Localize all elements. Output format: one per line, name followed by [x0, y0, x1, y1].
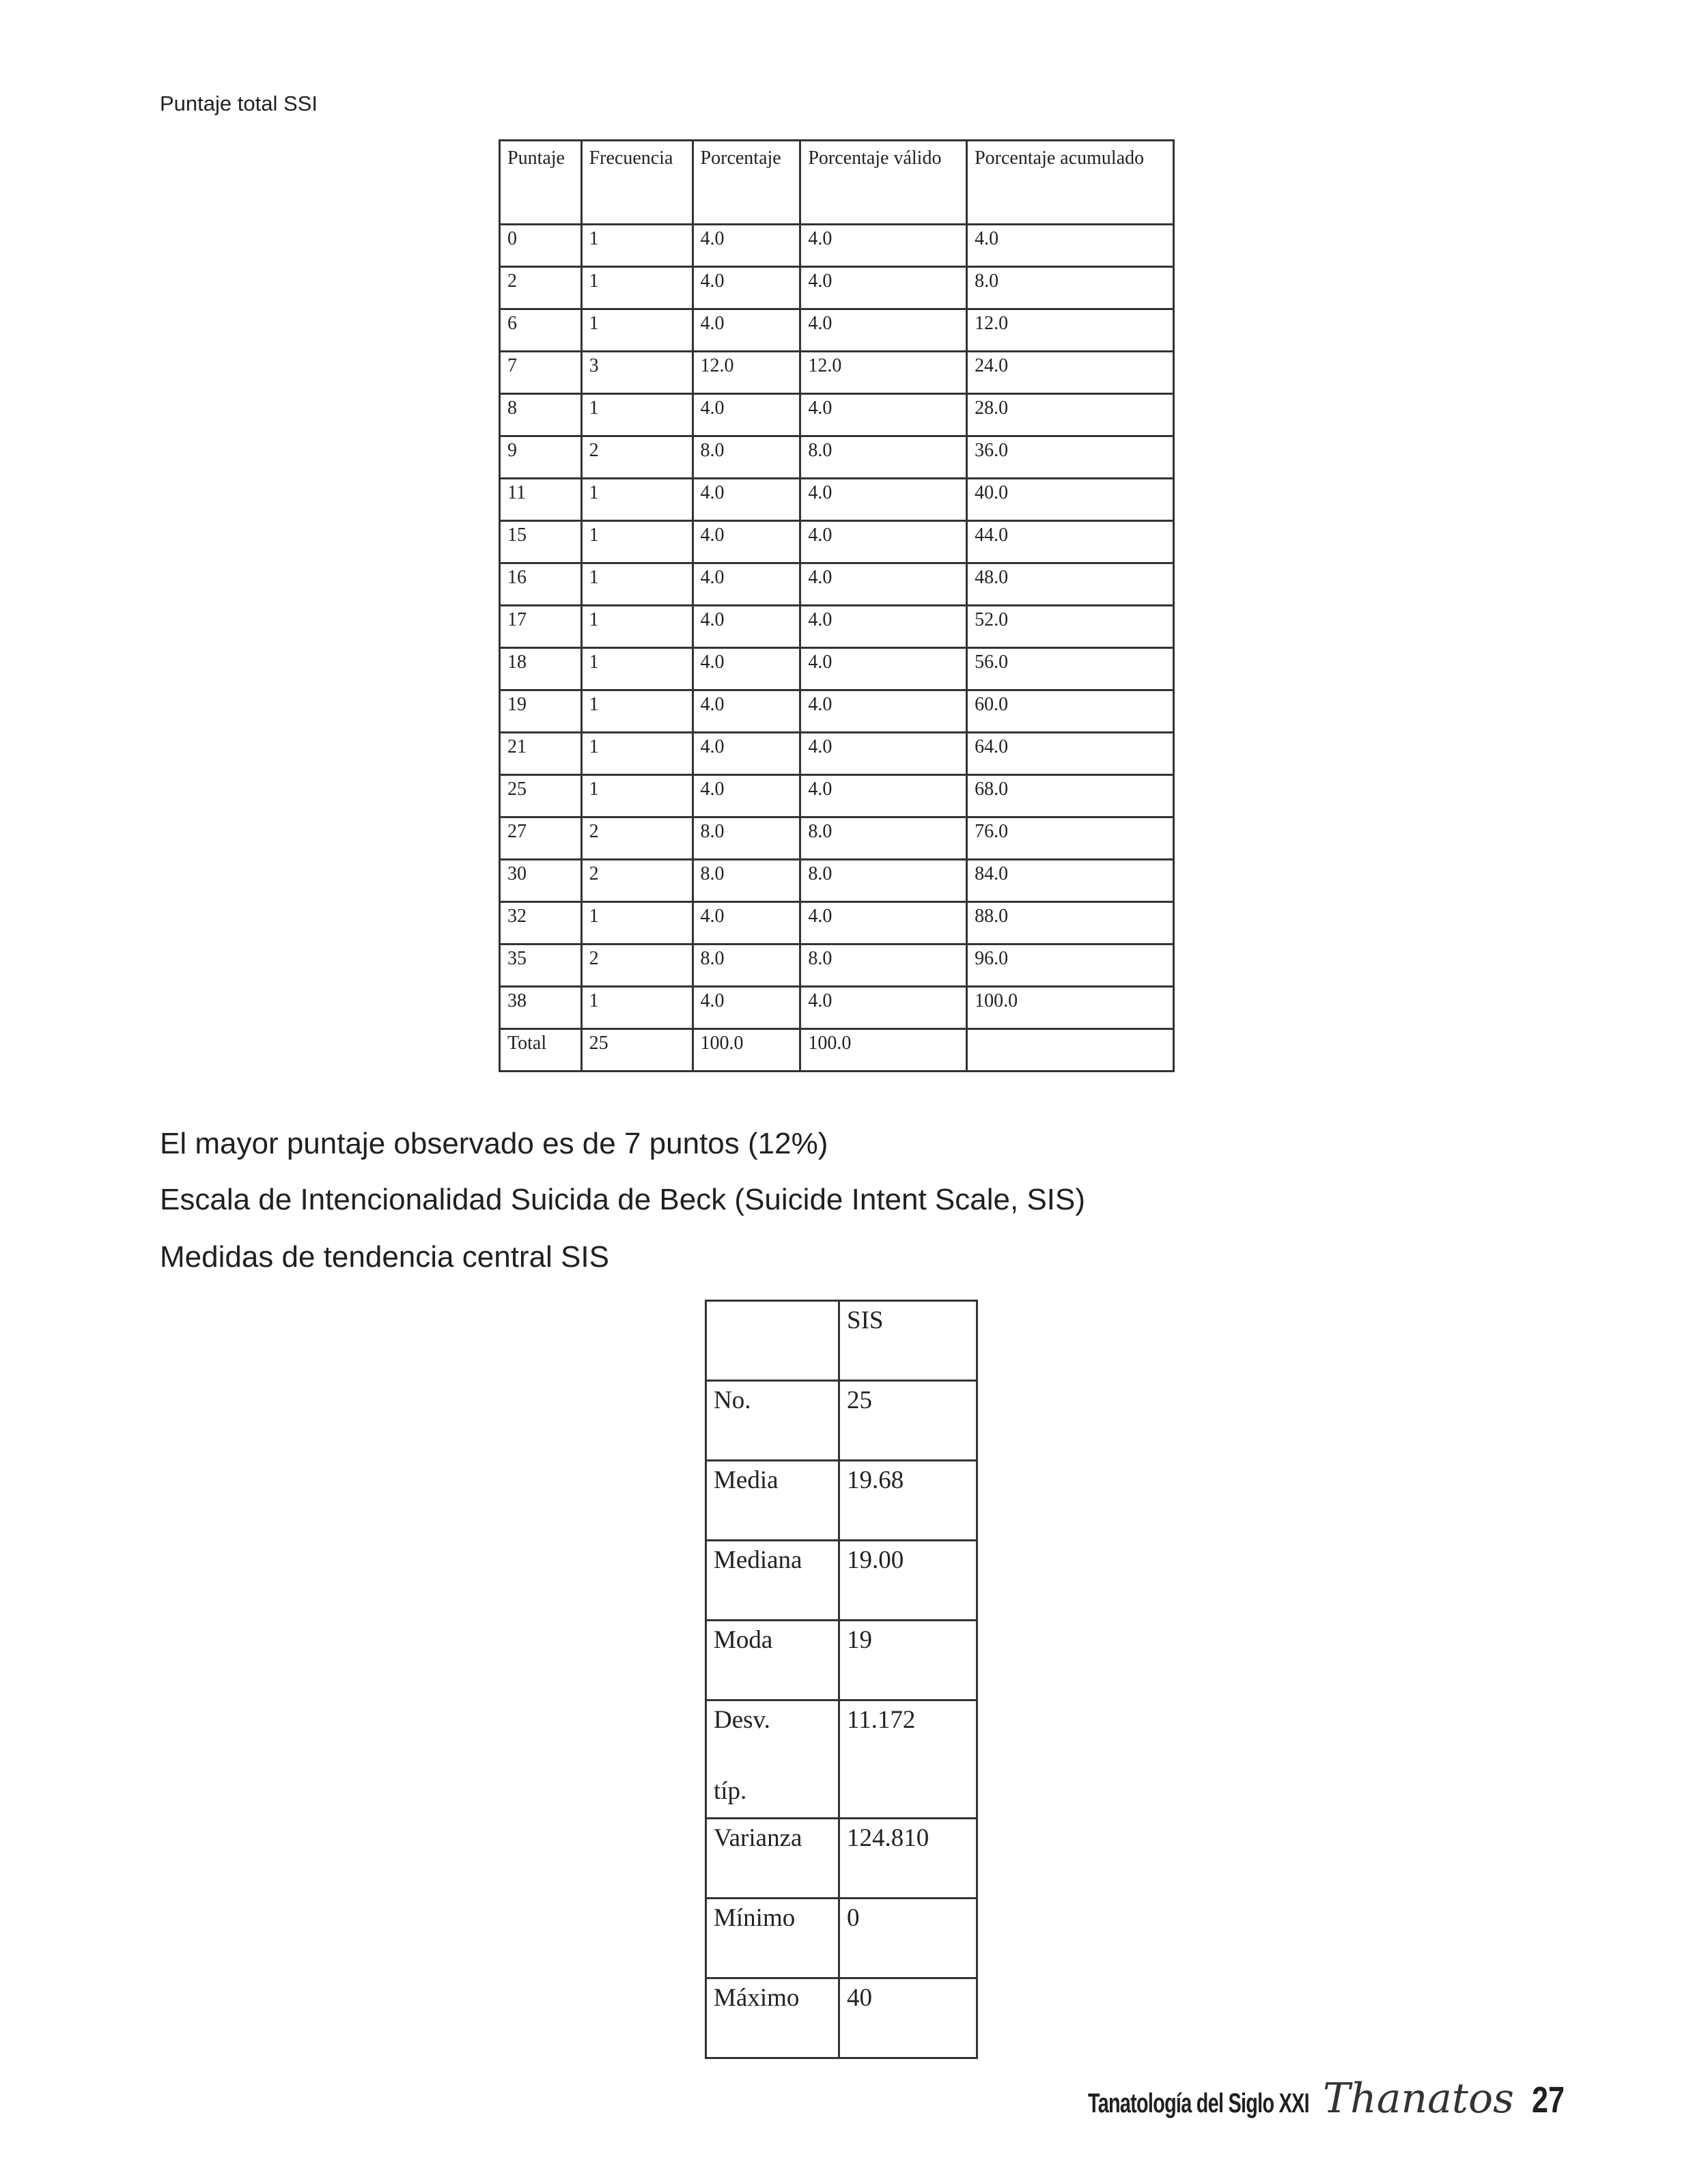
cell-porcentaje-acumulado: 60.0	[967, 690, 1174, 733]
cell-porcentaje: 4.0	[692, 733, 800, 775]
cell-puntaje: 9	[500, 436, 582, 479]
cell-porcentaje-acumulado: 36.0	[967, 436, 1174, 479]
cell-puntaje: 0	[500, 225, 582, 267]
cell-porcentaje-acumulado: 96.0	[967, 944, 1174, 987]
cell-puntaje: Total	[500, 1029, 582, 1072]
cell-frecuencia: 1	[581, 606, 692, 648]
cell-porcentaje-acumulado: 52.0	[967, 606, 1174, 648]
ssi-table-row	[500, 1029, 1174, 1072]
cell-porcentaje-valido: 100.0	[800, 1029, 967, 1072]
sis-row	[706, 1621, 977, 1700]
ssi-table-row	[500, 733, 1174, 775]
cell-puntaje: 2	[500, 267, 582, 309]
cell-porcentaje-valido: 4.0	[800, 606, 967, 648]
sis-row	[706, 1381, 977, 1461]
cell-porcentaje-valido: 4.0	[800, 902, 967, 944]
cell-porcentaje-valido: 4.0	[800, 648, 967, 690]
paragraph-highest-score: El mayor puntaje observado es de 7 puntos (12%)	[160, 1127, 828, 1160]
footer-publication-name: Tanatología del Siglo XXI	[1088, 2088, 1310, 2118]
ssi-table-caption: Puntaje total SSI	[160, 92, 318, 115]
cell-porcentaje-valido: 8.0	[800, 817, 967, 860]
sis-row	[706, 1541, 977, 1621]
sis-label: Máximo	[706, 1978, 839, 2058]
sis-value: 124.810	[839, 1819, 977, 1899]
cell-puntaje: 30	[500, 860, 582, 902]
cell-frecuencia: 1	[581, 690, 692, 733]
cell-porcentaje-valido: 4.0	[800, 225, 967, 267]
cell-frecuencia: 1	[581, 563, 692, 606]
sis-row	[706, 1819, 977, 1899]
cell-porcentaje-acumulado: 8.0	[967, 267, 1174, 309]
paragraph-central-tendency-heading: Medidas de tendencia central SIS	[160, 1240, 609, 1274]
ssi-frequency-table	[499, 139, 1175, 1072]
cell-porcentaje: 4.0	[692, 987, 800, 1029]
cell-puntaje: 11	[500, 479, 582, 521]
cell-frecuencia: 2	[581, 436, 692, 479]
ssi-table-row	[500, 309, 1174, 352]
cell-porcentaje-valido: 8.0	[800, 436, 967, 479]
cell-puntaje: 18	[500, 648, 582, 690]
cell-porcentaje-acumulado: 88.0	[967, 902, 1174, 944]
sis-value: 0	[839, 1899, 977, 1978]
sis-label-line1: Desv.	[714, 1706, 770, 1734]
ssi-table-row	[500, 606, 1174, 648]
cell-porcentaje: 100.0	[692, 1029, 800, 1072]
cell-frecuencia: 1	[581, 648, 692, 690]
cell-frecuencia: 1	[581, 267, 692, 309]
paragraph-sis-scale-title: Escala de Intencionalidad Suicida de Beck (Suicide Intent Scale, SIS)	[160, 1183, 1086, 1216]
sis-label	[706, 1700, 839, 1819]
cell-porcentaje: 8.0	[692, 436, 800, 479]
cell-porcentaje-acumulado: 76.0	[967, 817, 1174, 860]
cell-porcentaje: 4.0	[692, 309, 800, 352]
sis-value: 19	[839, 1621, 977, 1700]
cell-frecuencia: 1	[581, 225, 692, 267]
sis-header-row	[706, 1301, 977, 1381]
sis-label: No.	[706, 1381, 839, 1461]
ssi-table-row	[500, 690, 1174, 733]
cell-porcentaje-acumulado: 28.0	[967, 394, 1174, 436]
cell-frecuencia: 3	[581, 352, 692, 394]
cell-frecuencia: 1	[581, 521, 692, 563]
cell-puntaje: 7	[500, 352, 582, 394]
cell-porcentaje-acumulado: 48.0	[967, 563, 1174, 606]
sis-value: 11.172	[839, 1700, 977, 1819]
cell-puntaje: 16	[500, 563, 582, 606]
cell-porcentaje-acumulado: 44.0	[967, 521, 1174, 563]
cell-puntaje: 6	[500, 309, 582, 352]
ssi-header-porcentaje-valido: Porcentaje válido	[800, 141, 967, 225]
ssi-table-row	[500, 817, 1174, 860]
cell-porcentaje-acumulado: 12.0	[967, 309, 1174, 352]
footer-brand-logo: Thanatos	[1323, 2075, 1514, 2123]
ssi-table-row	[500, 521, 1174, 563]
cell-porcentaje: 4.0	[692, 902, 800, 944]
cell-porcentaje-valido: 4.0	[800, 690, 967, 733]
cell-frecuencia: 1	[581, 987, 692, 1029]
sis-label: Media	[706, 1461, 839, 1541]
sis-value: 19.00	[839, 1541, 977, 1621]
cell-porcentaje-acumulado: 56.0	[967, 648, 1174, 690]
sis-value: 40	[839, 1978, 977, 2058]
ssi-table-row	[500, 775, 1174, 817]
cell-porcentaje: 4.0	[692, 563, 800, 606]
cell-porcentaje: 8.0	[692, 817, 800, 860]
page-number: 27	[1531, 2080, 1565, 2120]
cell-porcentaje-acumulado: 84.0	[967, 860, 1174, 902]
cell-puntaje: 8	[500, 394, 582, 436]
ssi-table-row	[500, 225, 1174, 267]
ssi-table-row	[500, 479, 1174, 521]
ssi-header-row	[500, 141, 1174, 225]
cell-porcentaje-valido: 4.0	[800, 775, 967, 817]
sis-row	[706, 1899, 977, 1978]
cell-puntaje: 17	[500, 606, 582, 648]
cell-porcentaje-valido: 4.0	[800, 267, 967, 309]
cell-porcentaje-acumulado: 40.0	[967, 479, 1174, 521]
ssi-table-row	[500, 987, 1174, 1029]
cell-porcentaje: 8.0	[692, 944, 800, 987]
cell-porcentaje-acumulado: 64.0	[967, 733, 1174, 775]
sis-label: Moda	[706, 1621, 839, 1700]
ssi-table-row	[500, 860, 1174, 902]
cell-porcentaje-valido: 4.0	[800, 521, 967, 563]
cell-porcentaje-valido: 4.0	[800, 394, 967, 436]
sis-label: Mediana	[706, 1541, 839, 1621]
cell-porcentaje-valido: 4.0	[800, 309, 967, 352]
cell-puntaje: 38	[500, 987, 582, 1029]
cell-porcentaje-valido: 8.0	[800, 860, 967, 902]
ssi-table-row	[500, 944, 1174, 987]
ssi-table-row	[500, 394, 1174, 436]
cell-porcentaje: 4.0	[692, 648, 800, 690]
sis-row	[706, 1461, 977, 1541]
cell-porcentaje-valido: 4.0	[800, 563, 967, 606]
ssi-table-row	[500, 352, 1174, 394]
cell-frecuencia: 1	[581, 309, 692, 352]
cell-puntaje: 15	[500, 521, 582, 563]
cell-porcentaje: 4.0	[692, 775, 800, 817]
cell-frecuencia: 1	[581, 775, 692, 817]
cell-puntaje: 25	[500, 775, 582, 817]
sis-header-empty-cell	[706, 1301, 839, 1381]
cell-puntaje: 32	[500, 902, 582, 944]
ssi-header-puntaje: Puntaje	[500, 141, 582, 225]
ssi-table-row	[500, 267, 1174, 309]
ssi-table-row	[500, 563, 1174, 606]
cell-frecuencia: 1	[581, 394, 692, 436]
cell-porcentaje-acumulado	[967, 1029, 1174, 1072]
cell-puntaje: 19	[500, 690, 582, 733]
cell-porcentaje: 8.0	[692, 860, 800, 902]
sis-label: Mínimo	[706, 1899, 839, 1978]
sis-row	[706, 1700, 977, 1819]
ssi-header-frecuencia: Frecuencia	[581, 141, 692, 225]
cell-porcentaje: 4.0	[692, 479, 800, 521]
cell-porcentaje: 4.0	[692, 521, 800, 563]
sis-value: 25	[839, 1381, 977, 1461]
sis-label: Varianza	[706, 1819, 839, 1899]
ssi-header-porcentaje-acumulado: Porcentaje acumulado	[967, 141, 1174, 225]
cell-porcentaje: 4.0	[692, 225, 800, 267]
sis-row	[706, 1978, 977, 2058]
cell-porcentaje-valido: 4.0	[800, 479, 967, 521]
sis-label-line2: típ.	[714, 1777, 747, 1805]
cell-porcentaje-valido: 4.0	[800, 987, 967, 1029]
cell-porcentaje-valido: 12.0	[800, 352, 967, 394]
cell-puntaje: 27	[500, 817, 582, 860]
cell-porcentaje: 4.0	[692, 394, 800, 436]
sis-header-cell: SIS	[839, 1301, 977, 1381]
ssi-table-row	[500, 436, 1174, 479]
cell-frecuencia: 1	[581, 902, 692, 944]
cell-porcentaje-acumulado: 100.0	[967, 987, 1174, 1029]
cell-porcentaje-acumulado: 4.0	[967, 225, 1174, 267]
ssi-table-row	[500, 902, 1174, 944]
page-footer	[1002, 2075, 1569, 2123]
cell-frecuencia: 25	[581, 1029, 692, 1072]
cell-puntaje: 21	[500, 733, 582, 775]
cell-frecuencia: 2	[581, 944, 692, 987]
cell-porcentaje-acumulado: 68.0	[967, 775, 1174, 817]
cell-frecuencia: 1	[581, 733, 692, 775]
cell-porcentaje: 12.0	[692, 352, 800, 394]
cell-frecuencia: 2	[581, 817, 692, 860]
cell-puntaje: 35	[500, 944, 582, 987]
cell-porcentaje-valido: 4.0	[800, 733, 967, 775]
cell-porcentaje: 4.0	[692, 267, 800, 309]
cell-frecuencia: 1	[581, 479, 692, 521]
sis-value: 19.68	[839, 1461, 977, 1541]
cell-porcentaje: 4.0	[692, 606, 800, 648]
cell-porcentaje: 4.0	[692, 690, 800, 733]
cell-porcentaje-acumulado: 24.0	[967, 352, 1174, 394]
sis-central-tendency-table	[705, 1300, 978, 2059]
ssi-table-row	[500, 648, 1174, 690]
cell-porcentaje-valido: 8.0	[800, 944, 967, 987]
ssi-header-porcentaje: Porcentaje	[692, 141, 800, 225]
cell-frecuencia: 2	[581, 860, 692, 902]
